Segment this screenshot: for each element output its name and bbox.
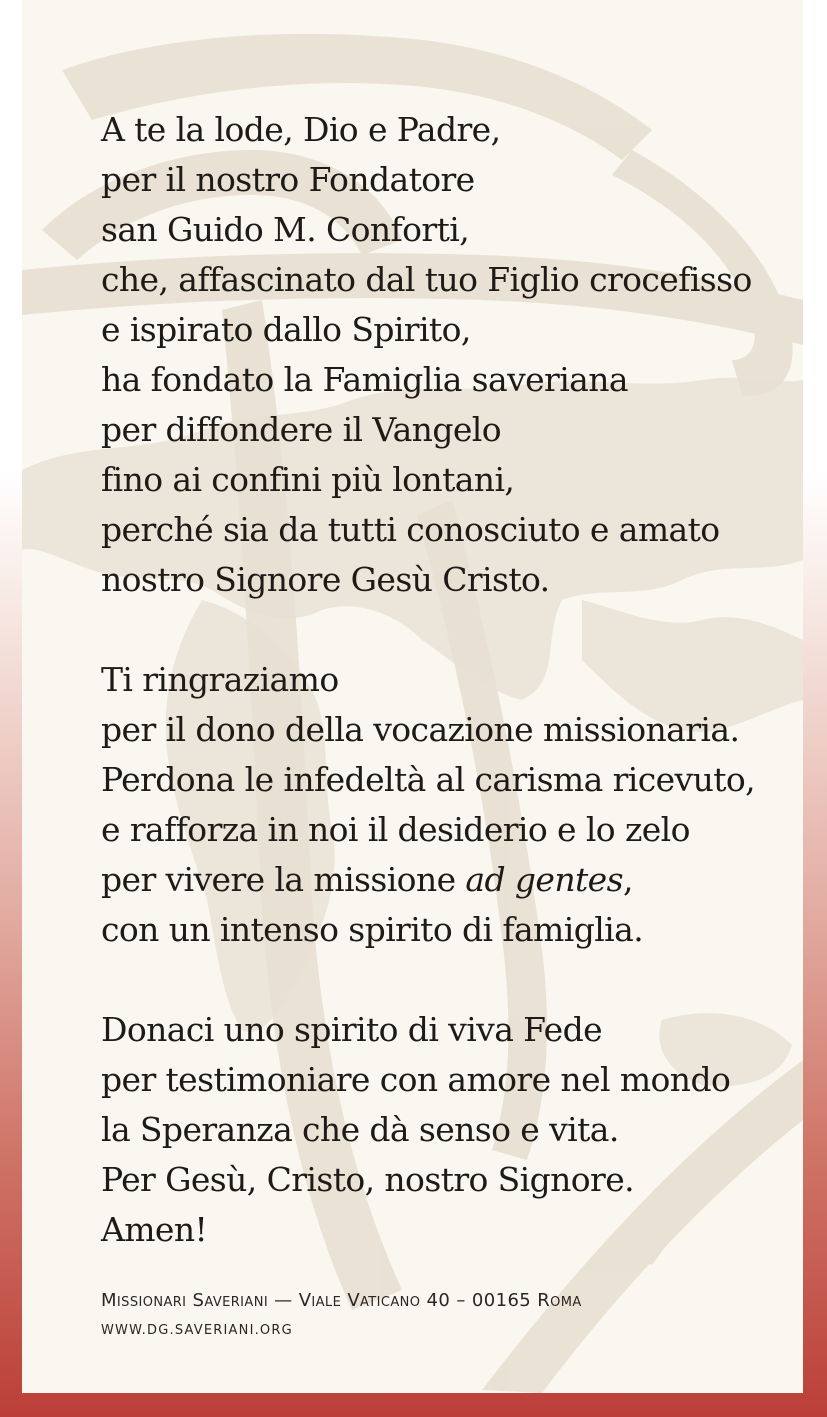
prayer-line: per il nostro Fondatore: [101, 160, 475, 199]
footer-address: Missionari Saveriani — Viale Vaticano 40 – 00165 Roma: [101, 1290, 582, 1311]
prayer-line: per testimoniare con amore nel mondo: [101, 1060, 731, 1099]
prayer-line: A te la lode, Dio e Padre,: [101, 110, 501, 149]
prayer-line: Ti ringraziamo: [101, 660, 339, 699]
prayer-line: la Speranza che dà senso e vita.: [101, 1110, 619, 1149]
footer-website-link[interactable]: WWW.DG.SAVERIANI.ORG: [101, 1323, 293, 1338]
prayer-line: e ispirato dallo Spirito,: [101, 310, 471, 349]
prayer-line: Perdona le infedeltà al carisma ricevuto,: [101, 760, 756, 799]
prayer-line: Per Gesù, Cristo, nostro Signore.: [101, 1160, 635, 1199]
prayer-line: per il dono della vocazione missionaria.: [101, 710, 740, 749]
prayer-line: nostro Signore Gesù Cristo.: [101, 560, 550, 599]
prayer-stanza-1: [101, 105, 791, 605]
ad-gentes-italic: ad gentes: [465, 860, 623, 899]
prayer-text: [101, 105, 791, 1255]
prayer-line: per diffondere il Vangelo: [101, 410, 501, 449]
prayer-line: Donaci uno spirito di viva Fede: [101, 1010, 603, 1049]
prayer-text-segment: ,: [622, 860, 633, 899]
card-footer: [101, 1287, 582, 1341]
prayer-line-amen: Amen!: [101, 1210, 208, 1249]
prayer-text-segment: per vivere la missione: [101, 860, 466, 899]
prayer-line: san Guido M. Conforti,: [101, 210, 470, 249]
prayer-line: con un intenso spirito di famiglia.: [101, 910, 644, 949]
prayer-stanza-3: [101, 1005, 791, 1255]
prayer-card: [22, 0, 803, 1393]
prayer-line-ad-gentes: [101, 855, 791, 905]
prayer-line: ha fondato la Famiglia saveriana: [101, 360, 628, 399]
prayer-line: che, affascinato dal tuo Figlio crocefisso: [101, 260, 752, 299]
prayer-line: e rafforza in noi il desiderio e lo zelo: [101, 810, 690, 849]
prayer-line: perché sia da tutti conosciuto e amato: [101, 510, 720, 549]
prayer-line: fino ai confini più lontani,: [101, 460, 515, 499]
prayer-stanza-2: [101, 655, 791, 955]
